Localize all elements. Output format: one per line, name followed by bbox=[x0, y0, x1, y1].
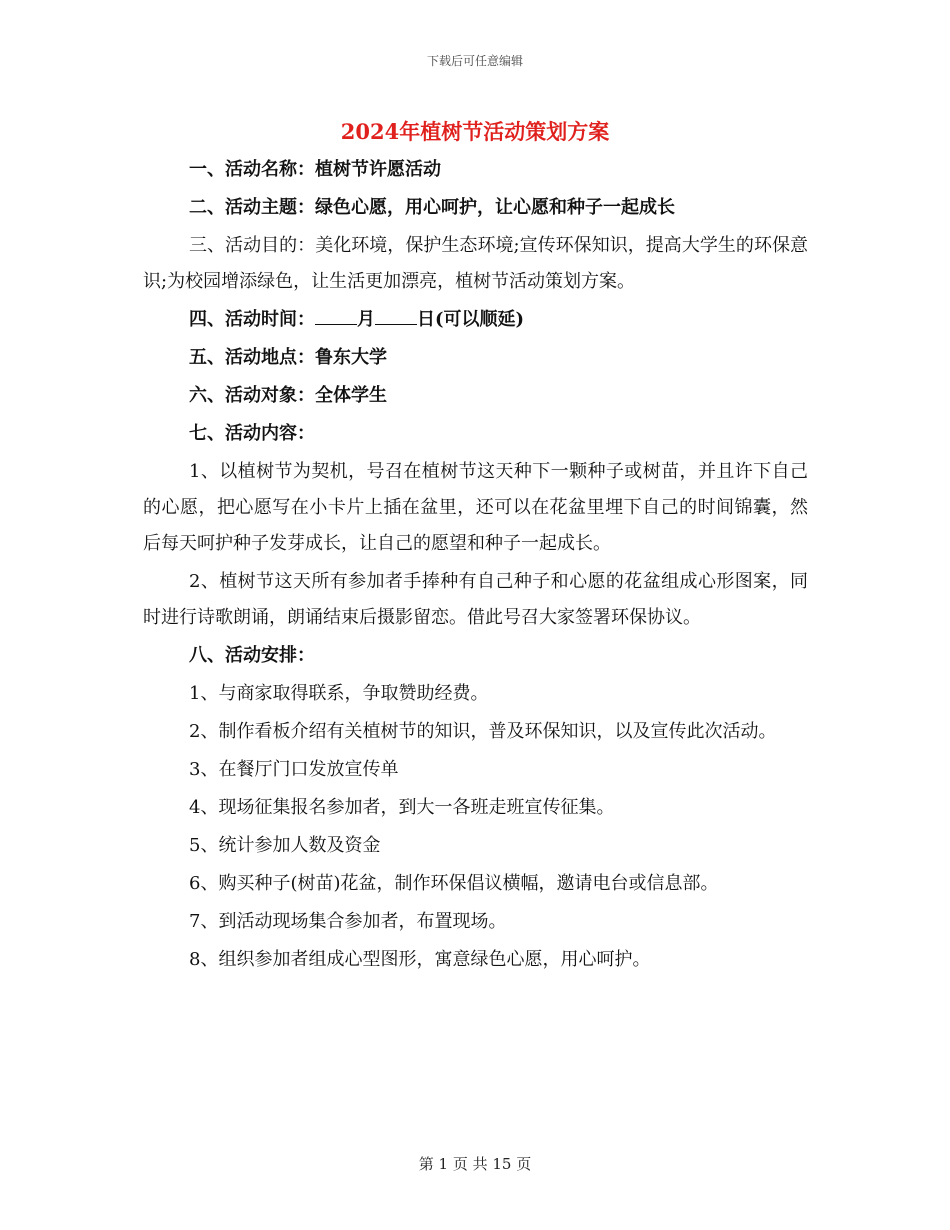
arrangement-item-4: 4、现场征集报名参加者，到大一各班走班宣传征集。 bbox=[189, 797, 615, 818]
time-label: 四、活动时间： bbox=[189, 309, 315, 330]
section-activity-theme: 二、活动主题：绿色心愿，用心呵护，让心愿和种子一起成长 bbox=[189, 197, 675, 218]
page-header: 下载后可任意编辑 bbox=[426, 54, 523, 68]
section-activity-arrangement: 八、活动安排： bbox=[189, 645, 315, 666]
arrangement-item-7: 7、到活动现场集合参加者，布置现场。 bbox=[189, 911, 507, 932]
section-activity-time bbox=[143, 302, 808, 338]
month-blank bbox=[315, 302, 357, 325]
arrangement-item-8: 8、组织参加者组成心型图形，寓意绿色心愿，用心呵护。 bbox=[189, 949, 651, 970]
arrangement-item-5: 5、统计参加人数及资金 bbox=[189, 835, 381, 856]
month-label: 月 bbox=[357, 309, 375, 330]
arrangement-item-3: 3、在餐厅门口发放宣传单 bbox=[189, 759, 399, 780]
section-activity-target: 六、活动对象：全体学生 bbox=[189, 385, 387, 406]
content-item-2: 2、植树节这天所有参加者手捧种有自己种子和心愿的花盆组成心形图案，同时进行诗歌朗诵，朗诵结束后摄影留恋。借此号召大家签署环保协议。 bbox=[143, 571, 808, 628]
day-label: 日(可以顺延) bbox=[417, 309, 525, 330]
arrangement-item-2: 2、制作看板介绍有关植树节的知识，普及环保知识，以及宣传此次活动。 bbox=[189, 721, 777, 742]
section-activity-place: 五、活动地点：鲁东大学 bbox=[189, 347, 387, 368]
document-title: 2024年植树节活动策划方案 bbox=[340, 119, 610, 144]
section-activity-name: 一、活动名称：植树节许愿活动 bbox=[189, 159, 441, 180]
page-footer: 第 1 页 共 15 页 bbox=[418, 1155, 532, 1173]
section-activity-content: 七、活动内容： bbox=[189, 423, 315, 444]
arrangement-item-6: 6、购买种子(树苗)花盆，制作环保倡议横幅，邀请电台或信息部。 bbox=[189, 873, 719, 894]
day-blank bbox=[375, 302, 417, 325]
content-item-1: 1、以植树节为契机，号召在植树节这天种下一颗种子或树苗，并且许下自己的心愿，把心愿写在小卡片上插在盆里，还可以在花盆里埋下自己的时间锦囊，然后每天呵护种子发芽成长，让自己的愿望和种子一起成长。 bbox=[143, 461, 808, 554]
arrangement-item-1: 1、与商家取得联系，争取赞助经费。 bbox=[189, 683, 489, 704]
document-body bbox=[143, 152, 808, 980]
section-activity-purpose: 三、活动目的：美化环境，保护生态环境;宣传环保知识，提高大学生的环保意识;为校园增添绿色，让生活更加漂亮，植树节活动策划方案。 bbox=[143, 235, 808, 292]
